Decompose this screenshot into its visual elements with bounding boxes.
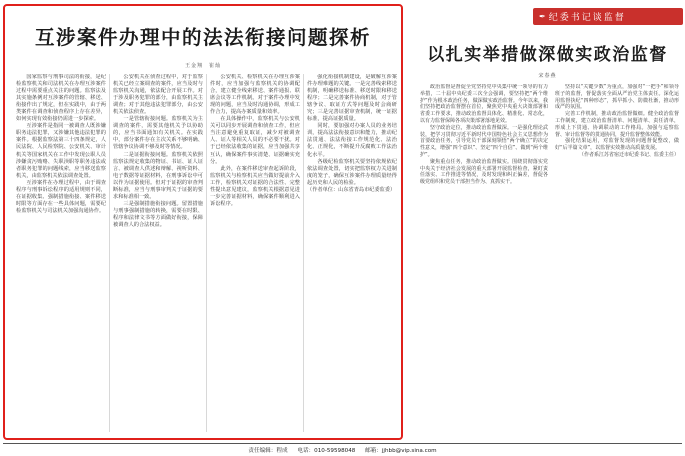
- right-article: [410, 4, 685, 440]
- paragraph: 聚焦重点任务，推动政治监督做实。围绕贯彻落实党中央关于经济社会发展的重大部署开展监督检查，紧盯责任落实、工作推进等情况，及时发现和纠正偏差，督促各级党组织和党员干部担当作为、真抓实干。: [420, 158, 548, 186]
- pen-icon: ✒: [539, 12, 546, 21]
- author-note: （作者单位：山东省青岛市纪委监委）: [307, 186, 396, 193]
- paragraph: 政治监督是督促全党坚持党中央集中统一领导的有力举措，二十届中央纪委三次全会强调，要坚持把“两个维护”作为根本政治任务，做深做实政治监督。今年以来，我们坚持把政治监督摆在首位，聚焦党中央重大决策部署和省委工作要求，推动政治监督具体化、精准化、常态化，以有力监督保障各项决策部署落地见效。: [420, 84, 548, 124]
- footer-rule: [3, 443, 682, 444]
- paragraph: 同时，要加强对办案人员的业务培训，提高法法衔接意识和能力，推动纪法贯通、法法衔接工作规范化、法治化、正规化，不断提升反腐败工作法治化水平。: [307, 123, 397, 158]
- right-article-column-1: [420, 84, 548, 434]
- paragraph: 互涉案件是指同一被调查人既涉嫌职务违法犯罪，又涉嫌其他违法犯罪的案件。根据监察法第三十四条规定，人民法院、人民检察院、公安机关、审计机关等国家机关在工作中发现公职人员涉嫌贪污贿赂、失职渎职等职务违法或者职务犯罪的问题线索，应当移送监察机关，由监察机关依法调查处置。: [16, 123, 106, 179]
- paragraph: 完善工作机制，推动政治监督做细。健全政治监督工作制度，建立政治监督清单、问题清单、责任清单，形成上下贯通、协调联动的工作格局。加强与巡察监督、审计监督等的贯通协同，提升监督整体效能。: [555, 111, 679, 138]
- section-banner: [533, 8, 683, 25]
- paragraph: 公安机关在侦查过程中，对于监察机关已经立案调查的案件，应当及时与监察机关沟通，依法配合开展工作。对于涉及职务犯罪的部分，由监察机关主调查；对于其他违法犯罪部分，由公安机关依法侦查。: [113, 74, 203, 116]
- paragraph: 坚持以“关键少数”为重点，加强对“一把手”和领导班子的监督，督促落实全面从严治党主体责任。深化运用监督执纪“四种形态”，抓早抓小、防微杜渐，推动形成严的氛围。: [555, 84, 679, 111]
- paragraph: 坚守政治定位，推动政治监督做深。一是强化理论武装，把学习贯彻习近平新时代中国特色社会主义思想作为首要政治任务，引导党员干部深刻领悟“两个确立”的决定性意义，增强“四个意识”、坚定“四个自信”、做到“两个维护”。: [420, 124, 548, 158]
- right-article-byline: 宋春燕: [538, 73, 557, 79]
- paragraph: 强化衔接机制建设，是破解互涉案件办理难题的关键。一是完善线索移送机制，明确移送标准、移送时限和移送程序；二是完善案件协商机制，对于管辖争议、取证方式等问题及时会商研究；三是完善证据审查机制，统一证据标准，提高证据质量。: [307, 74, 397, 123]
- left-article-title: 互涉案件办理中的法法衔接问题探析: [34, 26, 371, 49]
- left-article-column-3: [210, 74, 300, 432]
- paragraph: 公安机关、检察机关在办理互涉案件时，应当加强与监察机关的协调配合，建立健全线索移送、案件通报、联席会议等工作机制。对于案件办理中发现的问题，应当及时沟通协调，形成工作合力，提高办案质量和效率。: [210, 74, 300, 116]
- left-article-column-4: [307, 74, 397, 432]
- paragraph: 国家监察与刑事司法的衔接，是纪检监察机关和司法机关在办理互涉案件过程中需要重点关注的问题。监察法及其实施条例对互涉案件的管辖、移送、衔接作出了规定，但在实践中，由于两类案件在调查和侦查程序上存在差异，如何实现有效衔接仍需进一步探索。: [16, 74, 106, 123]
- column-divider: [109, 74, 110, 432]
- paragraph: 二是证据衔接问题。监察机关依照监察法规定收集的物证、书证、证人证言、被调查人供述和辩解、视听资料、电子数据等证据材料，在刑事诉讼中可以作为证据使用。但对于证据的审查判断标准，应当与刑事审判关于证据的要求和标准相一致。: [113, 151, 203, 200]
- column-divider: [303, 74, 304, 432]
- footer-phone: 电话：010-59598048: [297, 448, 356, 454]
- paragraph: 强化结果运用，对监督发现的问题督促整改，做好“后半篇文章”，以监督实效推动高质量发展。: [555, 138, 679, 152]
- paragraph: 在具体操作中，监察机关与公安机关可以同步开展调查和侦查工作，但应当注意避免重复取证，减少对被调查人、证人等相关人员的不必要干扰。对于已经依法收集的证据，应当加强共享互认，确保案件事实清楚、证据确实充分。: [210, 116, 300, 165]
- section-banner-label: 纪委书记谈监督: [548, 13, 626, 23]
- paragraph: 此外，在案件移送审查起诉阶段，监察机关与检察机关应当做好提前介入工作，检察机关对证据的合法性、完整性提出意见建议，监察机关根据意见进一步完善证据材料，确保案件顺利进入诉讼程序。: [210, 165, 300, 207]
- paragraph: 三是强制措施衔接问题。留置措施与刑事强制措施的转换，需要在时限、程序和法律文书等方面做好衔接，保障被调查人的合法权益。: [113, 200, 203, 228]
- author-note: （作者系江苏省宿迁市纪委书记、监委主任）: [578, 151, 679, 158]
- right-article-title: 以扎实举措做深做实政治监督: [427, 45, 668, 65]
- left-article-column-2: [113, 74, 203, 432]
- left-article-byline: 王金翔 崔灿: [184, 63, 221, 69]
- paragraph: 一是管辖衔接问题。监察机关为主调查的案件，需要其他机关予以协助的，应当书面通知有关机关。在实践中，部分案件存在主次关系不够明确、管辖争议协调不够及时等情况。: [113, 116, 203, 151]
- paragraph: 各级纪检监察机关要坚持依规依纪依法调查处置，切实把监察权力关进制度的笼子，确保互涉案件办理质量经得起历史和人民的检验。: [307, 158, 397, 186]
- left-article-column-1: [16, 74, 106, 432]
- page-footer: [0, 446, 685, 455]
- paragraph: 互涉案件在办理过程中，由于调查程序与刑事诉讼程序的适用规则不同，在证据收集、强制措施衔接、案件移送时限等方面存在一些具体问题，需要纪检监察机关与司法机关加强沟通协作。: [16, 179, 106, 214]
- right-article-column-2: [555, 84, 679, 434]
- left-article-highlighted: [3, 4, 403, 440]
- footer-email: 邮箱：jjhbb@vip.sina.com: [365, 448, 437, 454]
- footer-editor: 责任编辑：程成: [248, 448, 288, 454]
- column-divider: [206, 74, 207, 432]
